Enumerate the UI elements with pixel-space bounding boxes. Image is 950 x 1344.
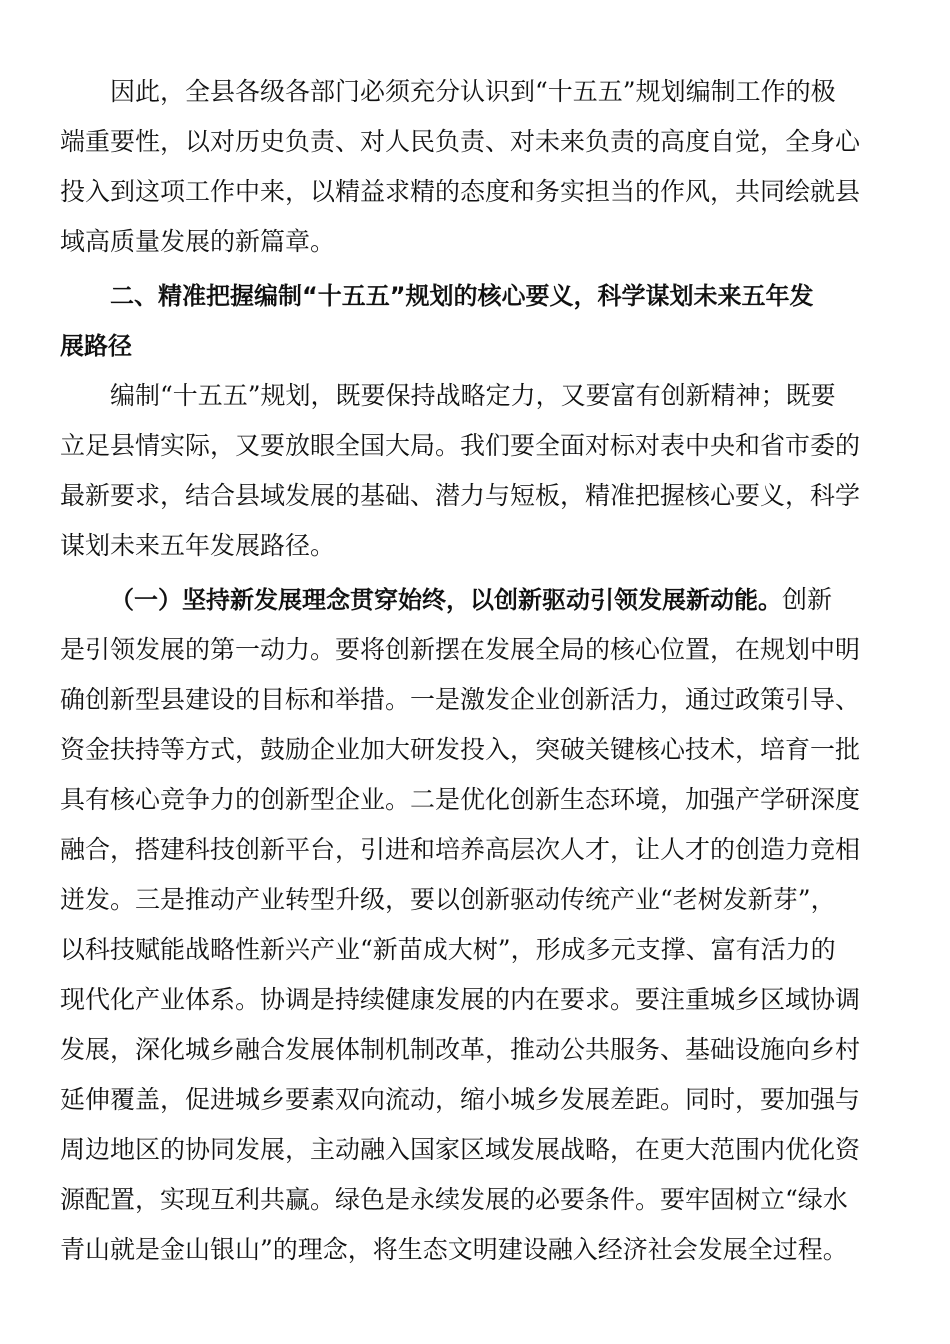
paragraph-line: 端重要性，以对历史负责、对人民负责、对未来负责的高度自觉，全身心 [60,127,861,156]
paragraph-line: 发展，深化城乡融合发展体制机制改革，推动公共服务、基础设施向乡村 [60,1035,861,1064]
heading-line: 二、精准把握编制“十五五”规划的核心要义，科学谋划未来五年发 [110,282,814,310]
paragraph-line: 域高质量发展的新篇章。 [60,227,336,256]
paragraph-line: 立足县情实际，又要放眼全国大局。我们要全面对标对表中央和省市委的 [60,431,861,460]
paragraph-line: 现代化产业体系。协调是持续健康发展的内在要求。要注重城乡区域协调 [60,985,861,1014]
section-heading-2 [60,271,890,371]
paragraph-text: 创新 [782,585,833,614]
paragraph-line: 以科技赋能战略性新兴产业“新苗成大树”，形成多元支撑、富有活力的 [60,935,836,964]
paragraph-line: 编制“十五五”规划，既要保持战略定力，又要富有创新精神；既要 [110,381,836,410]
section-first-line [60,575,890,625]
heading-line: 展路径 [60,332,132,360]
paragraph-line: 源配置，实现互利共赢。绿色是永续发展的必要条件。要牢固树立“绿水 [60,1185,848,1214]
paragraph-line: 具有核心竞争力的创新型企业。二是优化创新生态环境，加强产学研深度 [60,785,861,814]
paragraph-2 [60,371,890,571]
paragraph-line: 是引领发展的第一动力。要将创新摆在发展全局的核心位置，在规划中明 [60,635,861,664]
paragraph-line: 青山就是金山银山”的理念，将生态文明建设融入经济社会发展全过程。 [60,1235,848,1264]
paragraph-line: 资金扶持等方式，鼓励企业加大研发投入，突破关键核心技术，培育一批 [60,735,861,764]
section-1 [60,575,890,1275]
paragraph-line: 融合，搭建科技创新平台，引进和培养高层次人才，让人才的创造力竞相 [60,835,861,864]
paragraph-line: 因此，全县各级各部门必须充分认识到“十五五”规划编制工作的极 [110,77,836,106]
paragraph-line: 延伸覆盖，促进城乡要素双向流动，缩小城乡发展差距。同时，要加强与 [60,1085,861,1114]
paragraph-line: 谋划未来五年发展路径。 [60,531,336,560]
paragraph-line: 最新要求，结合县域发展的基础、潜力与短板，精准把握核心要义，科学 [60,481,861,510]
paragraph-1 [60,67,890,267]
paragraph-line: 确创新型县建设的目标和举措。一是激发企业创新活力，通过政策引导、 [60,685,861,714]
subsection-title: （一）坚持新发展理念贯穿始终，以创新驱动引领发展新动能。 [110,586,782,614]
paragraph-line: 周边地区的协同发展，主动融入国家区域发展战略，在更大范围内优化资 [60,1135,861,1164]
paragraph-line: 迸发。三是推动产业转型升级，要以创新驱动传统产业“老树发新芽”， [60,885,836,914]
document-page [60,67,890,1275]
paragraph-line: 投入到这项工作中来，以精益求精的态度和务实担当的作风，共同绘就县 [60,177,861,206]
